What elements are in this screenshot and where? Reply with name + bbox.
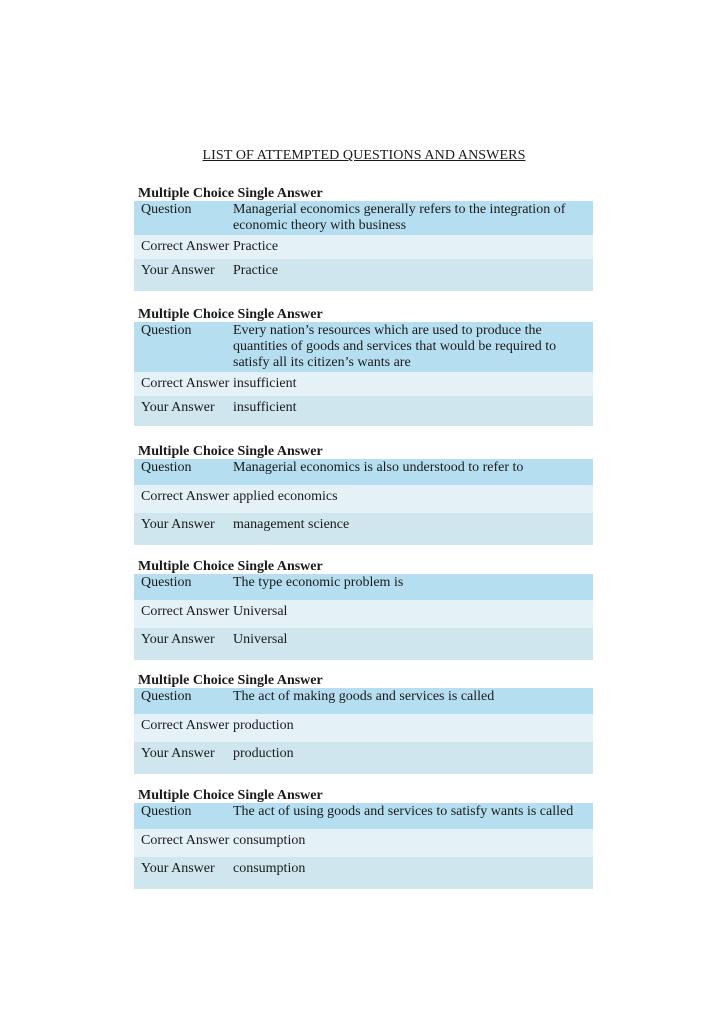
row-spacer: [134, 766, 593, 774]
correct-answer-label: Correct Answer: [141, 489, 230, 504]
your-answer-value: Universal: [233, 632, 288, 647]
correct-answer-row: [134, 372, 593, 396]
question-row: [134, 322, 593, 372]
your-answer-value: production: [233, 746, 294, 761]
question-block: [134, 308, 593, 426]
correct-answer-value: production: [233, 718, 294, 733]
block-header: Multiple Choice Single Answer: [138, 186, 323, 201]
correct-answer-label: Correct Answer: [141, 376, 230, 391]
question-row: [134, 803, 593, 829]
your-answer-value: Practice: [233, 263, 279, 278]
correct-answer-value: consumption: [233, 833, 306, 848]
correct-answer-row: [134, 829, 593, 857]
question-row: [134, 688, 593, 714]
your-answer-value: insufficient: [233, 400, 297, 415]
your-answer-row: [134, 742, 593, 766]
question-row: [134, 574, 593, 600]
row-spacer: [134, 652, 593, 660]
correct-answer-label: Correct Answer: [141, 833, 230, 848]
your-answer-row: [134, 396, 593, 420]
correct-answer-row: [134, 600, 593, 628]
block-header: Multiple Choice Single Answer: [138, 307, 323, 322]
question-block: [134, 560, 593, 660]
question-row: [134, 459, 593, 485]
row-spacer: [134, 420, 593, 426]
your-answer-value: management science: [233, 517, 350, 532]
correct-answer-row: [134, 235, 593, 259]
question-label: Question: [141, 804, 192, 819]
your-answer-row: [134, 259, 593, 283]
your-answer-label: Your Answer: [141, 746, 215, 761]
block-header: Multiple Choice Single Answer: [138, 788, 323, 803]
correct-answer-row: [134, 714, 593, 742]
correct-answer-label: Correct Answer: [141, 604, 230, 619]
question-label: Question: [141, 202, 192, 217]
block-header: Multiple Choice Single Answer: [138, 559, 323, 574]
correct-answer-value: applied economics: [233, 489, 338, 504]
question-block: [134, 187, 593, 291]
question-text: The type economic problem is: [233, 575, 404, 590]
question-text: The act of making goods and services is called: [233, 689, 495, 704]
question-text: Managerial economics generally refers to the integration of economic theory with business: [233, 202, 566, 233]
question-label: Question: [141, 575, 192, 590]
correct-answer-label: Correct Answer: [141, 718, 230, 733]
question-text: The act of using goods and services to satisfy wants is called: [233, 804, 574, 819]
your-answer-label: Your Answer: [141, 263, 215, 278]
question-label: Question: [141, 323, 192, 338]
your-answer-row: [134, 628, 593, 652]
question-block: [134, 445, 593, 545]
block-header: Multiple Choice Single Answer: [138, 444, 323, 459]
question-label: Question: [141, 460, 192, 475]
question-text: Managerial economics is also understood to refer to: [233, 460, 524, 475]
your-answer-label: Your Answer: [141, 400, 215, 415]
correct-answer-row: [134, 485, 593, 513]
your-answer-value: consumption: [233, 861, 306, 876]
correct-answer-value: Universal: [233, 604, 288, 619]
your-answer-label: Your Answer: [141, 517, 215, 532]
your-answer-label: Your Answer: [141, 861, 215, 876]
question-text: Every nation’s resources which are used to produce the quantities of goods and services that would be required to satisfy all its citizen’s wants are: [233, 323, 557, 370]
correct-answer-value: insufficient: [233, 376, 297, 391]
correct-answer-value: Practice: [233, 239, 279, 254]
row-spacer: [134, 881, 593, 889]
row-spacer: [134, 537, 593, 545]
correct-answer-label: Correct Answer: [141, 239, 230, 254]
row-spacer: [134, 283, 593, 291]
page-title: LIST OF ATTEMPTED QUESTIONS AND ANSWERS: [202, 148, 526, 163]
your-answer-row: [134, 513, 593, 537]
question-block: [134, 789, 593, 889]
question-block: [134, 674, 593, 774]
your-answer-row: [134, 857, 593, 881]
question-label: Question: [141, 689, 192, 704]
question-row: [134, 201, 593, 235]
block-header: Multiple Choice Single Answer: [138, 673, 323, 688]
your-answer-label: Your Answer: [141, 632, 215, 647]
